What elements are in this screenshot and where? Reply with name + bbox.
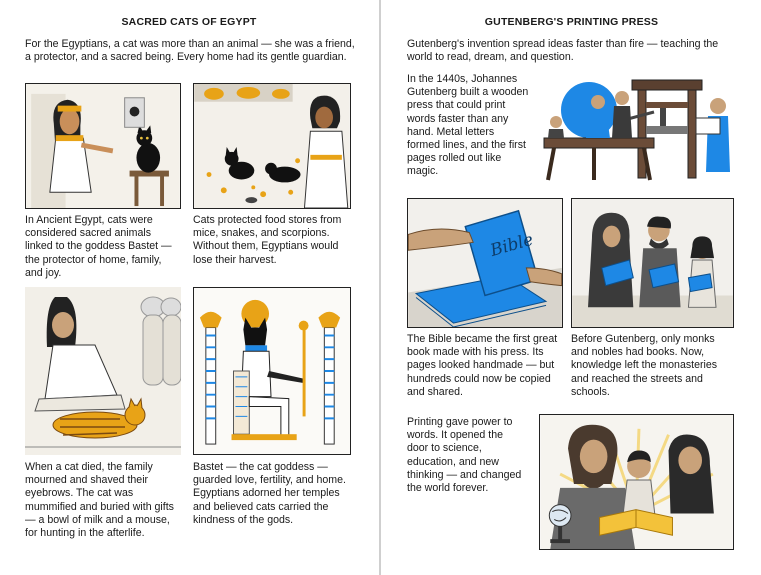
left-page-title: SACRED CATS OF EGYPT bbox=[121, 16, 257, 28]
printing-press-workshop-illustration bbox=[534, 72, 734, 184]
mourning-mummified-cat-illustration bbox=[25, 287, 181, 455]
cats-guarding-grain-illustration bbox=[193, 83, 351, 209]
right-intro: Gutenberg's invention spread ideas faster than fire — teaching the world to read, dream, and question. bbox=[407, 38, 719, 64]
page-divider bbox=[379, 0, 381, 575]
goddess-bastet-throne-illustration bbox=[193, 287, 351, 455]
panel-3-caption: When a cat died, the family mourned and shaved their eyebrows. The cat was mummified and buried with gifts — a bowl of milk and a mouse, for hunting in the afterlife. bbox=[25, 461, 174, 540]
right-page-title: GUTENBERG'S PRINTING PRESS bbox=[484, 16, 659, 28]
blue-bible-book-illustration bbox=[407, 198, 563, 328]
family-with-glowing-book-illustration bbox=[539, 414, 734, 550]
family-reading-books-illustration bbox=[571, 198, 734, 328]
egyptian-woman-with-cat-illustration bbox=[25, 83, 181, 209]
panel-1-caption: In Ancient Egypt, cats were considered sacred animals linked to the goddess Bastet — the protector of home, family, and joy. bbox=[25, 214, 172, 279]
press-text: In the 1440s, Johannes Gutenberg built a wooden press that could print words faster than any hand. Metal letters formed lines, and the first pages rolled out like magic. bbox=[407, 73, 529, 178]
left-intro: For the Egyptians, a cat was more than an animal — she was a friend, a protector, and a sacred being. Every home had its gentle guardian. bbox=[25, 38, 355, 64]
left-page bbox=[0, 0, 378, 575]
closing-text: Printing gave power to words. It opened the door to science, education, and new thinking — and changed the world forever. bbox=[407, 416, 522, 495]
bible-cover-label: Bible bbox=[487, 228, 536, 261]
panel-4-caption: Bastet — the cat goddess — guarded love, fertility, and home. Egyptians adorned her temples and believed cats carried the kindness of the gods. bbox=[193, 461, 346, 526]
right-page bbox=[382, 0, 761, 575]
family-panel-caption: Before Gutenberg, only monks and nobles had books. Now, knowledge left the monasteries and reached the streets and schools. bbox=[571, 333, 718, 398]
panel-2-caption: Cats protected food stores from mice, snakes, and scorpions. Without them, Egyptians would lose their harvest. bbox=[193, 214, 342, 266]
bible-panel-caption: The Bible became the first great book made with his press. Its pages looked handmade — but hundreds could now be copied and shared. bbox=[407, 333, 558, 398]
